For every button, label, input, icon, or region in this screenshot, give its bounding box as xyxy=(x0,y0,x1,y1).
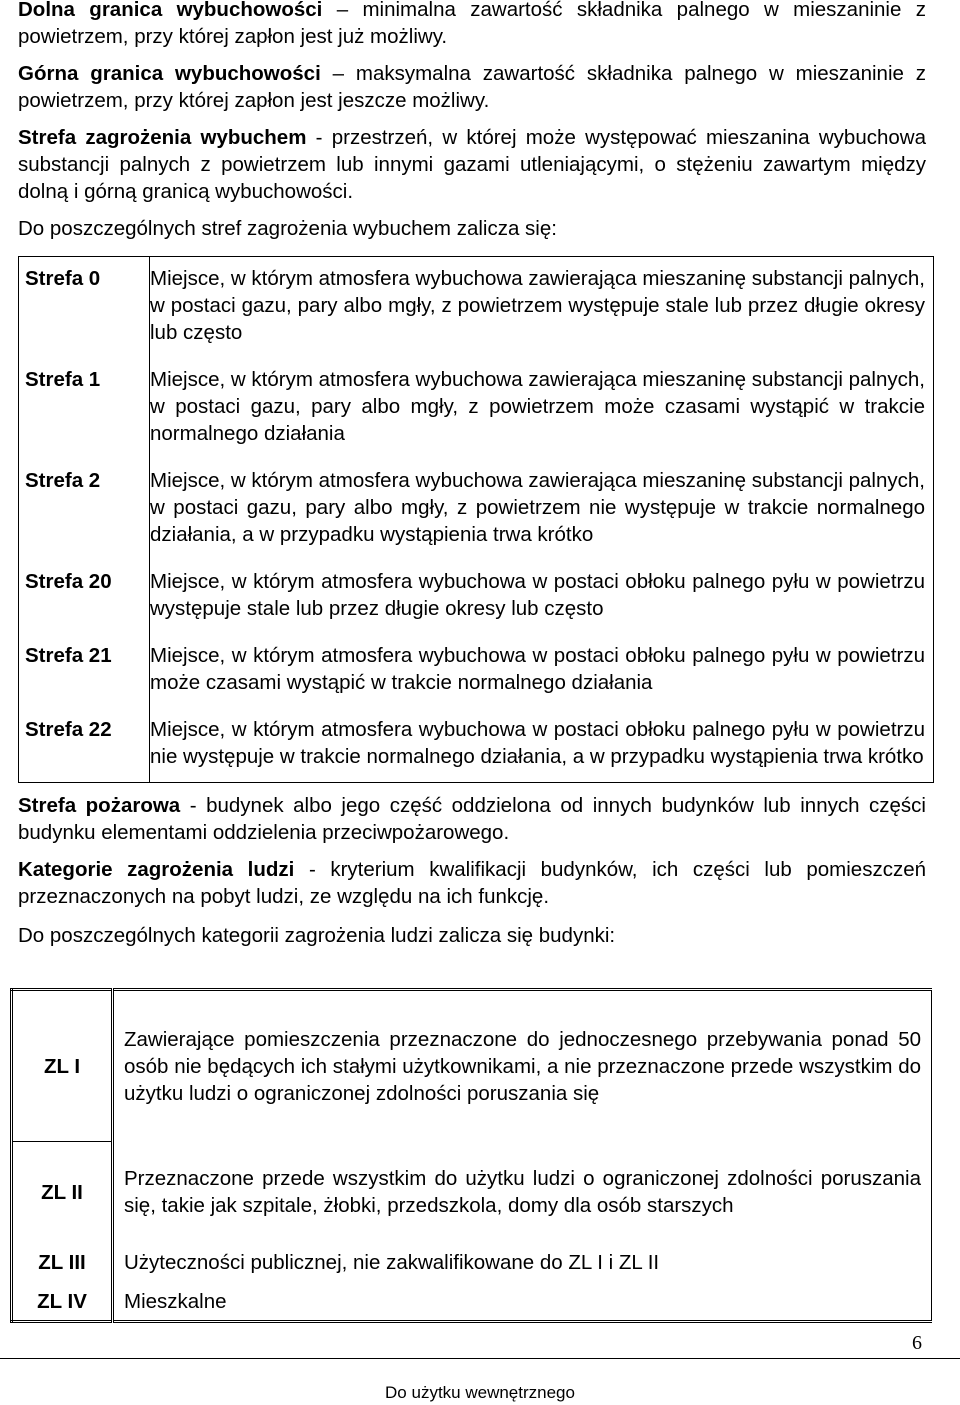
category-row xyxy=(12,1282,932,1322)
category-row xyxy=(12,1142,932,1243)
zone-description: Miejsce, w którym atmosfera wybuchowa zawierająca mieszaninę substancji palnych, w postaci gazu, pary albo mgły, z powietrzem występuje stale lub przez długie okresy lub często xyxy=(150,267,925,344)
fire-zone-term: Strefa pożarowa xyxy=(18,794,181,817)
human-risk-categories-table xyxy=(10,988,932,1323)
category-description: Przeznaczone przede wszystkim do użytku ludzi o ograniczonej zdolności poruszania się, takie jak szpitale, żłobki, przedszkola, domy dla osób starszych xyxy=(124,1166,921,1217)
footer-note: Do użytku wewnętrznego xyxy=(385,1383,575,1402)
human-risk-text: - kryterium kwalifikacji budynków, ich części lub pomieszczeń przeznaczonych na pobyt ludzi, ze względu na ich funkcję. xyxy=(18,858,926,908)
zone-description: Miejsce, w którym atmosfera wybuchowa w postaci obłoku palnego pyłu w powietrzu występuje stale lub przez długie okresy lub często xyxy=(150,570,925,620)
category-description: Użyteczności publicznej, nie zakwalifikowane do ZL I i ZL II xyxy=(124,1250,660,1274)
category-code: ZL III xyxy=(12,1242,113,1282)
category-code: ZL II xyxy=(12,1142,113,1243)
zone-name: Strefa 20 xyxy=(19,560,150,634)
footer-divider xyxy=(0,1358,960,1359)
explosion-zone-definition xyxy=(18,124,926,205)
zone-description: Miejsce, w którym atmosfera wybuchowa zawierająca mieszaninę substancji palnych, w postaci gazu, pary albo mgły, z powietrzem nie występuje w trakcie normalnego działania, a w przypadku wystąpienia trwa krótko xyxy=(150,469,925,546)
upper-limit-definition xyxy=(18,60,926,114)
explosion-zones-table xyxy=(18,256,934,783)
category-code: ZL I xyxy=(12,990,113,1142)
lower-limit-text: – minimalna zawartość składnika palnego w mieszaninie z powietrzem, przy której zapłon jest już możliwy. xyxy=(18,0,926,48)
zone-name: Strefa 0 xyxy=(19,257,150,359)
human-risk-definition xyxy=(18,856,926,910)
explosion-zone-term: Strefa zagrożenia wybuchem xyxy=(18,126,307,149)
zone-name: Strefa 22 xyxy=(19,708,150,783)
zone-row xyxy=(19,708,934,783)
page-number: 6 xyxy=(912,1332,922,1354)
zone-row xyxy=(19,257,934,359)
category-row xyxy=(12,1242,932,1282)
fire-zone-text: - budynek albo jego część oddzielona od innych budynków lub innych części budynku elementami oddzielenia przeciwpożarowego. xyxy=(18,794,926,844)
category-description: Zawierające pomieszczenia przeznaczone do jednoczesnego przebywania ponad 50 osób nie będących ich stałymi użytkownikami, a nie przeznaczone przede wszystkim do użytku ludzi o ograniczonej zdolności poruszania się xyxy=(124,1027,921,1105)
zone-name: Strefa 21 xyxy=(19,634,150,708)
upper-limit-text: – maksymalna zawartość składnika palnego w mieszaninie z powietrzem, przy której zapłon jest jeszcze możliwy. xyxy=(18,62,926,112)
category-code: ZL IV xyxy=(12,1282,113,1322)
upper-limit-term: Górna granica wybuchowości xyxy=(18,62,321,85)
zone-name: Strefa 2 xyxy=(19,459,150,560)
zone-description: Miejsce, w którym atmosfera wybuchowa zawierająca mieszaninę substancji palnych, w postaci gazu, pary albo mgły, z powietrzem może czasami wystąpić w trakcie normalnego działania xyxy=(150,368,925,445)
categories-intro: Do poszczególnych kategorii zagrożenia ludzi zalicza się budynki: xyxy=(18,924,616,947)
lower-limit-definition xyxy=(18,0,926,50)
zone-row xyxy=(19,459,934,560)
zone-row xyxy=(19,560,934,634)
zone-row xyxy=(19,358,934,459)
lower-limit-term: Dolna granica wybuchowości xyxy=(18,0,323,21)
human-risk-term: Kategorie zagrożenia ludzi xyxy=(18,858,295,881)
zone-name: Strefa 1 xyxy=(19,358,150,459)
zone-description: Miejsce, w którym atmosfera wybuchowa w postaci obłoku palnego pyłu w powietrzu nie występuje w trakcie normalnego działania, a w przypadku wystąpienia trwa krótko xyxy=(150,718,925,768)
fire-section xyxy=(18,792,926,949)
category-description: Mieszkalne xyxy=(124,1289,227,1313)
document-page xyxy=(18,0,926,242)
explosion-zone-text: - przestrzeń, w której może występować mieszanina wybuchowa substancji palnych z powietrzem lub innymi gazami utleniającymi, o stężeniu zawartym między dolną i górną granicą wybuchowości. xyxy=(18,126,926,203)
zone-row xyxy=(19,634,934,708)
zones-intro: Do poszczególnych stref zagrożenia wybuchem zalicza się: xyxy=(18,217,557,240)
fire-zone-definition xyxy=(18,792,926,846)
category-row xyxy=(12,990,932,1142)
zone-description: Miejsce, w którym atmosfera wybuchowa w postaci obłoku palnego pyłu w powietrzu może czasami wystąpić w trakcie normalnego działania xyxy=(150,644,925,694)
